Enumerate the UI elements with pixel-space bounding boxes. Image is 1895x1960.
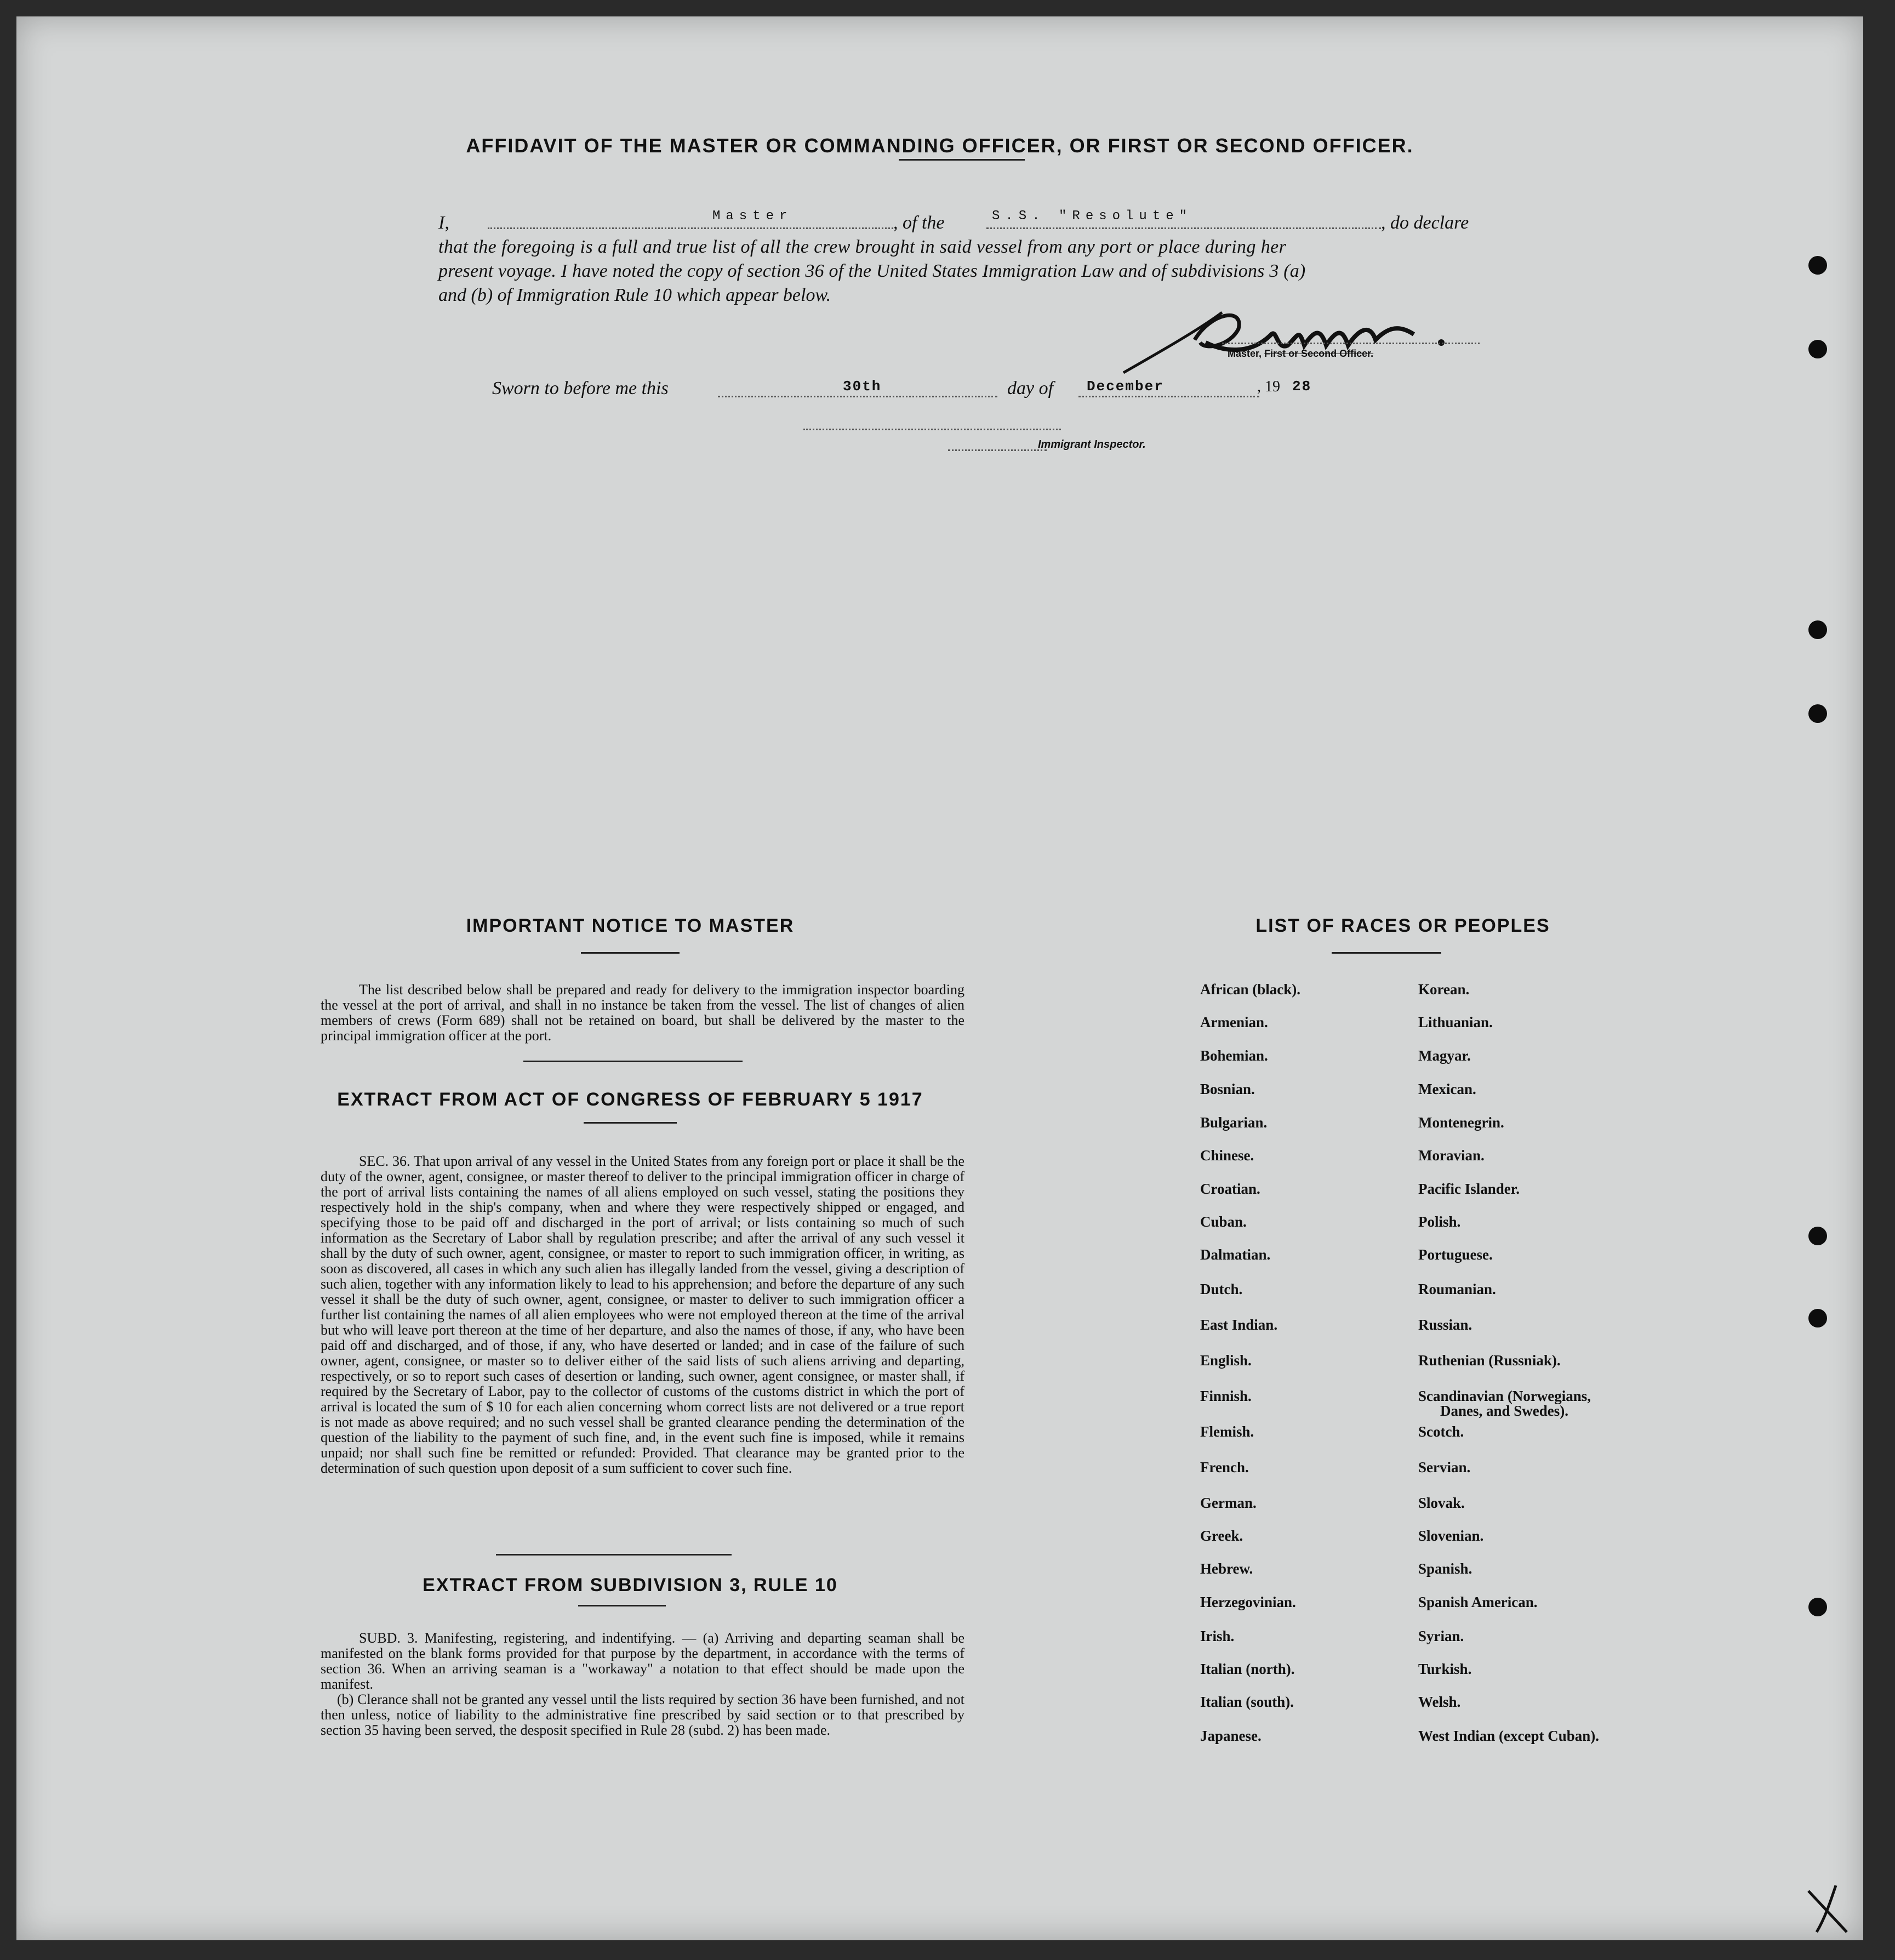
race-item: Ruthenian (Russniak). [1418,1352,1561,1369]
punch-hole [1808,1227,1827,1245]
race-item: Spanish. [1418,1560,1472,1577]
race-item: Syrian. [1418,1628,1464,1644]
race-item: Chinese. [1200,1147,1254,1164]
punch-hole [1808,340,1827,358]
race-item: German. [1200,1495,1257,1511]
race-item: Russian. [1418,1317,1472,1333]
punch-hole [1808,1598,1827,1616]
race-item: Armenian. [1200,1014,1268,1030]
race-item: Cuban. [1200,1213,1247,1230]
rule-extract-rule [578,1605,666,1606]
race-item: Danes, and Swedes). [1440,1403,1569,1419]
race-item: Montenegrin. [1418,1114,1504,1131]
declaration-line-3: present voyage. I have noted the copy of section 36 of the United States Immigration Law and of subdivisions 3 (a) [438,261,1306,281]
race-item: Spanish American. [1418,1594,1538,1610]
races-title: LIST OF RACES OR PEOPLES [1255,915,1550,936]
race-item: African (black). [1200,981,1300,998]
race-item: Italian (south). [1200,1694,1294,1710]
vessel-name-value: S.S. "Resolute" [992,209,1193,224]
race-item: Portuguese. [1418,1246,1493,1263]
race-item: Dutch. [1200,1281,1243,1297]
race-item: Hebrew. [1200,1560,1253,1577]
sworn-day-line [718,396,997,397]
race-item: Pacific Islander. [1418,1181,1520,1197]
race-item: Servian. [1418,1459,1471,1475]
year-prefix: , 19 [1257,378,1280,395]
race-item: French. [1200,1459,1249,1475]
declaration-line-4: and (b) of Immigration Rule 10 which appear below. [438,285,831,305]
title-rule [899,159,1025,161]
race-item: Magyar. [1418,1047,1471,1064]
notice-text: The list described below shall be prepared and ready for delivery to the immigration inspector boarding the vessel at the port of arrival, and shall in no instance be taken from the vessel. The list of changes of alien members of crews (Form 689) shall not be retained on board, but shall be delivered by the master to the principal immigration officer at the port. [321,982,964,1044]
sworn-month-line [1078,396,1259,397]
sworn-label: Sworn to before me this [492,378,669,398]
race-item: Japanese. [1200,1728,1262,1744]
notice-end-rule [523,1061,743,1062]
race-item: Finnish. [1200,1388,1252,1404]
i-label: I, [438,213,449,233]
race-item: Croatian. [1200,1181,1260,1197]
race-item: Herzegovinian. [1200,1594,1296,1610]
rule-extract-para-b: (b) Clerance shall not be granted any vessel until the lists required by section 36 have been furnished, and not then unless, notice of liability to the administrative fine prescribed by said section or to that prescribed by section 35 having been served, the desposit specified in Rule 28 (subd. 2) has been made. [321,1691,964,1738]
race-item: Dalmatian. [1200,1246,1271,1263]
punch-hole [1808,256,1827,275]
officer-title-value: Master [712,209,793,224]
race-item: Welsh. [1418,1694,1461,1710]
act-extract-end-rule [496,1554,732,1556]
races-rule [1332,952,1441,954]
notice-rule [581,952,680,954]
inspector-signature-line-2 [948,449,1047,451]
rule-extract-para-a: SUBD. 3. Manifesting, registering, and indentifying. — (a) Arriving and departing seaman shall be manifested on the blank forms provided for that purpose by the department, in accordance with the terms of section 36. When an arriving seaman is a "workaway" a notation to that effect should be made upon the manifest. [321,1630,964,1692]
race-item: West Indian (except Cuban). [1418,1728,1600,1744]
race-item: Lithuanian. [1418,1014,1493,1030]
document-page [16,16,1863,1940]
sworn-line [492,378,1314,406]
race-item: Bulgarian. [1200,1114,1268,1131]
race-item: Moravian. [1418,1147,1485,1164]
race-item: East Indian. [1200,1317,1278,1333]
punch-hole [1808,704,1827,723]
races-left-column [1200,981,1419,1781]
inspector-signature-line [803,429,1061,430]
of-the-label: , of the [893,213,945,233]
year-value: 28 [1292,378,1312,395]
race-item: Mexican. [1418,1081,1476,1097]
race-item: Slovenian. [1418,1528,1484,1544]
race-item: Scotch. [1418,1423,1464,1440]
act-extract-title: EXTRACT FROM ACT OF CONGRESS OF FEBRUARY 5 1917 [337,1089,923,1110]
race-item: Scandinavian (Norwegians, [1418,1388,1591,1404]
punch-hole [1808,620,1827,639]
race-item: English. [1200,1352,1252,1369]
handwritten-x-mark [1797,1880,1858,1940]
race-item: Bohemian. [1200,1047,1268,1064]
act-extract-rule [584,1122,677,1124]
struck-officer-label: First or Second Officer. [1264,348,1374,359]
race-item: Flemish. [1200,1423,1254,1440]
race-item: Greek. [1200,1528,1243,1544]
notice-title: IMPORTANT NOTICE TO MASTER [466,915,795,936]
sworn-month-value: December [1087,378,1164,395]
punch-hole [1808,1309,1827,1327]
race-item: Polish. [1418,1213,1461,1230]
sworn-day-value: 30th [843,378,882,395]
affidavit-title: AFFIDAVIT OF THE MASTER OR COMMANDING OFFICER, OR FIRST OR SECOND OFFICER. [466,134,1414,157]
race-item: Korean. [1418,981,1470,998]
race-item: Italian (north). [1200,1661,1295,1677]
race-item: Bosnian. [1200,1081,1255,1097]
inspector-label: Immigrant Inspector. [1038,438,1146,451]
act-extract-text: SEC. 36. That upon arrival of any vessel in the United States from any foreign port or place it shall be the duty of the owner, agent, consignee, or master thereof to deliver to the principal immigration officer in charge of the port of arrival lists containing the names of all aliens employed on such vessel, stating the positions they respectively hold in the ship's company, when and where they were respectively shipped or engaged, and specifying those to be paid off and discharged in the port of arrival; or lists containing so much of such information as the Secretary of Labor shall by regulation prescribe; and after the arrival of any such vessel it shall by the duty of such owner, agent, consignee, or master to report to such immigration officer, in writing, as soon as discovered, all cases in which any such alien has illegally landed from the vessel, giving a description of such alien, together with any information likely to lead to his apprehension; and before the departure of any such vessel it shall be the duty of such owner, agent, consignee, or master to deliver to such immigration officer a further list containing the names of all alien employees who were not employed thereon at the time of the arrival but who will leave port thereon at the time of her departure, and also the names of those, if any, who have been paid off and discharged, and of those, if any, who have deserted or landed; and in case of the failure of such owner, agent, consignee, or master so to deliver either of the said lists of such aliens arriving and departing, respectively, or so to report such cases of desertion or landing, such owner, agent consignee, or master shall, if required by the Secretary of Labor, pay to the collector of customs of the customs district in which the port of arrival is located the sum of $ 10 for each alien concerning whom correct lists are not delivered or a true report is not made as above required; and no such vessel shall be granted clearance pending the determination of the question of the liability to the payment of such fine, and, in the event such fine is imposed, while it remains unpaid; nor shall such fine be remitted or refunded: Provided. That clearance may be granted prior to the determination of such question upon deposit of a sum sufficient to cover such fine. [321,1153,964,1476]
rule-extract-title: EXTRACT FROM SUBDIVISION 3, RULE 10 [423,1575,838,1596]
race-item: Irish. [1200,1628,1235,1644]
day-of-label: day of [1007,378,1054,398]
signature-line [1222,343,1480,344]
race-item: Turkish. [1418,1661,1472,1677]
officer-title-line [488,227,893,229]
signature-caption [1228,348,1373,360]
race-item: Roumanian. [1418,1281,1496,1297]
declaration-line-2: that the foregoing is a full and true list of all the crew brought in said vessel from any port or place during her [438,237,1287,257]
races-right-column [1418,981,1747,1781]
race-item: Slovak. [1418,1495,1465,1511]
master-label: Master, [1228,348,1262,359]
do-declare-label: , do declare [1381,213,1469,233]
